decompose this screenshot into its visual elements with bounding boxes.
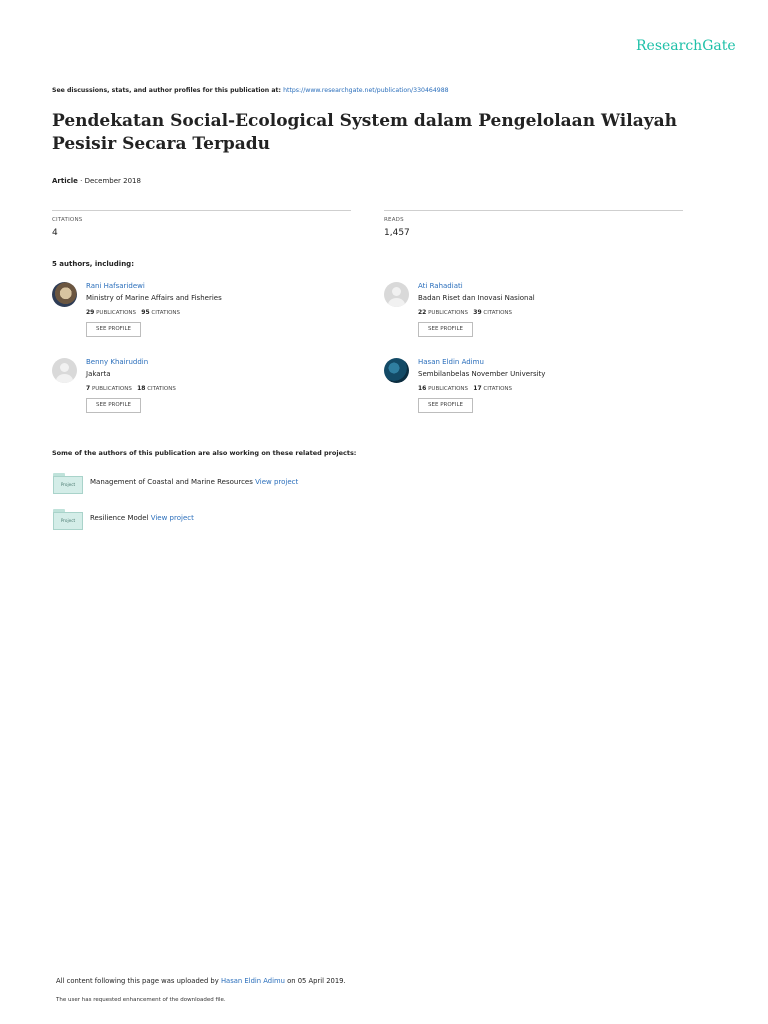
- uploaded-by-line: [56, 977, 346, 985]
- project-folder-label: Project: [53, 476, 83, 494]
- see-profile-button[interactable]: SEE PROFILE: [418, 322, 473, 337]
- project-text: [90, 514, 194, 522]
- author-stats: [86, 385, 176, 392]
- publication-title: Pendekatan Social-Ecological System dalam Pengelolaan Wilayah Pesisir Secara Terpadu: [52, 111, 677, 154]
- author-name[interactable]: Hasan Eldin Adimu: [418, 358, 484, 366]
- publication-url-link[interactable]: https://www.researchgate.net/publication/330464988: [283, 87, 449, 94]
- avatar[interactable]: [384, 358, 409, 383]
- article-date: · December 2018: [80, 177, 141, 185]
- see-discussions-text: See discussions, stats, and author profiles for this publication at:: [52, 87, 281, 94]
- project-folder-label: Project: [53, 512, 83, 530]
- citations-count: 95: [141, 309, 150, 316]
- project-folder-icon: [52, 473, 83, 495]
- citations-count: 18: [137, 385, 146, 392]
- citations-label: CITATIONS: [483, 310, 513, 316]
- publications-label: PUBLICATIONS: [91, 386, 132, 392]
- see-profile-button[interactable]: SEE PROFILE: [418, 398, 473, 413]
- author-name[interactable]: Rani Hafsaridewi: [86, 282, 145, 290]
- citations-label: CITATIONS: [151, 310, 181, 316]
- avatar[interactable]: [52, 358, 77, 383]
- citations-value: 4: [52, 228, 58, 238]
- author-card: [384, 282, 684, 344]
- author-card: [52, 282, 352, 344]
- project-item: [52, 473, 452, 497]
- reads-label: READS: [384, 217, 404, 223]
- publications-count: 29: [86, 309, 95, 316]
- see-discussions-line: [52, 87, 449, 94]
- publications-count: 7: [86, 385, 91, 392]
- authors-heading: 5 authors, including:: [52, 260, 134, 268]
- author-affiliation: Badan Riset dan Inovasi Nasional: [418, 294, 535, 302]
- project-name: Resilience Model: [90, 514, 149, 522]
- project-text: [90, 478, 298, 486]
- author-affiliation: Jakarta: [86, 370, 111, 378]
- reads-value: 1,457: [384, 228, 410, 238]
- author-affiliation: Sembilanbelas November University: [418, 370, 546, 378]
- author-affiliation: Ministry of Marine Affairs and Fisheries: [86, 294, 222, 302]
- author-name[interactable]: Ati Rahadiati: [418, 282, 463, 290]
- author-name[interactable]: Benny Khairuddin: [86, 358, 149, 366]
- reads-divider: [384, 210, 683, 211]
- citations-count: 39: [473, 309, 482, 316]
- author-stats: [418, 309, 512, 316]
- citations-label: CITATIONS: [147, 386, 176, 392]
- publications-count: 16: [418, 385, 427, 392]
- citations-divider: [52, 210, 351, 211]
- citations-count: 17: [473, 385, 482, 392]
- uploaded-prefix: All content following this page was uploaded by: [56, 977, 219, 985]
- related-projects-heading: Some of the authors of this publication are also working on these related projects:: [52, 449, 357, 457]
- citations-label: CITATIONS: [483, 386, 513, 392]
- project-folder-icon: [52, 509, 83, 531]
- avatar[interactable]: [52, 282, 77, 307]
- project-name: Management of Coastal and Marine Resources: [90, 478, 253, 486]
- article-type: Article: [52, 177, 78, 185]
- researchgate-logo[interactable]: ResearchGate: [636, 38, 736, 54]
- avatar[interactable]: [384, 282, 409, 307]
- publications-label: PUBLICATIONS: [428, 310, 469, 316]
- uploader-link[interactable]: Hasan Eldin Adimu: [220, 977, 285, 985]
- citations-label: CITATIONS: [52, 217, 83, 223]
- project-item: [52, 509, 452, 533]
- article-meta: [52, 177, 141, 185]
- publications-label: PUBLICATIONS: [428, 386, 469, 392]
- publications-count: 22: [418, 309, 427, 316]
- view-project-link[interactable]: View project: [255, 478, 299, 486]
- author-stats: [418, 385, 512, 392]
- view-project-link[interactable]: View project: [150, 514, 194, 522]
- uploaded-suffix: on 05 April 2019.: [287, 977, 346, 985]
- see-profile-button[interactable]: SEE PROFILE: [86, 322, 141, 337]
- see-profile-button[interactable]: SEE PROFILE: [86, 398, 141, 413]
- author-card: [384, 358, 684, 420]
- author-stats: [86, 309, 180, 316]
- publications-label: PUBLICATIONS: [96, 310, 137, 316]
- author-card: [52, 358, 352, 420]
- enhancement-note: The user has requested enhancement of the downloaded file.: [56, 997, 226, 1003]
